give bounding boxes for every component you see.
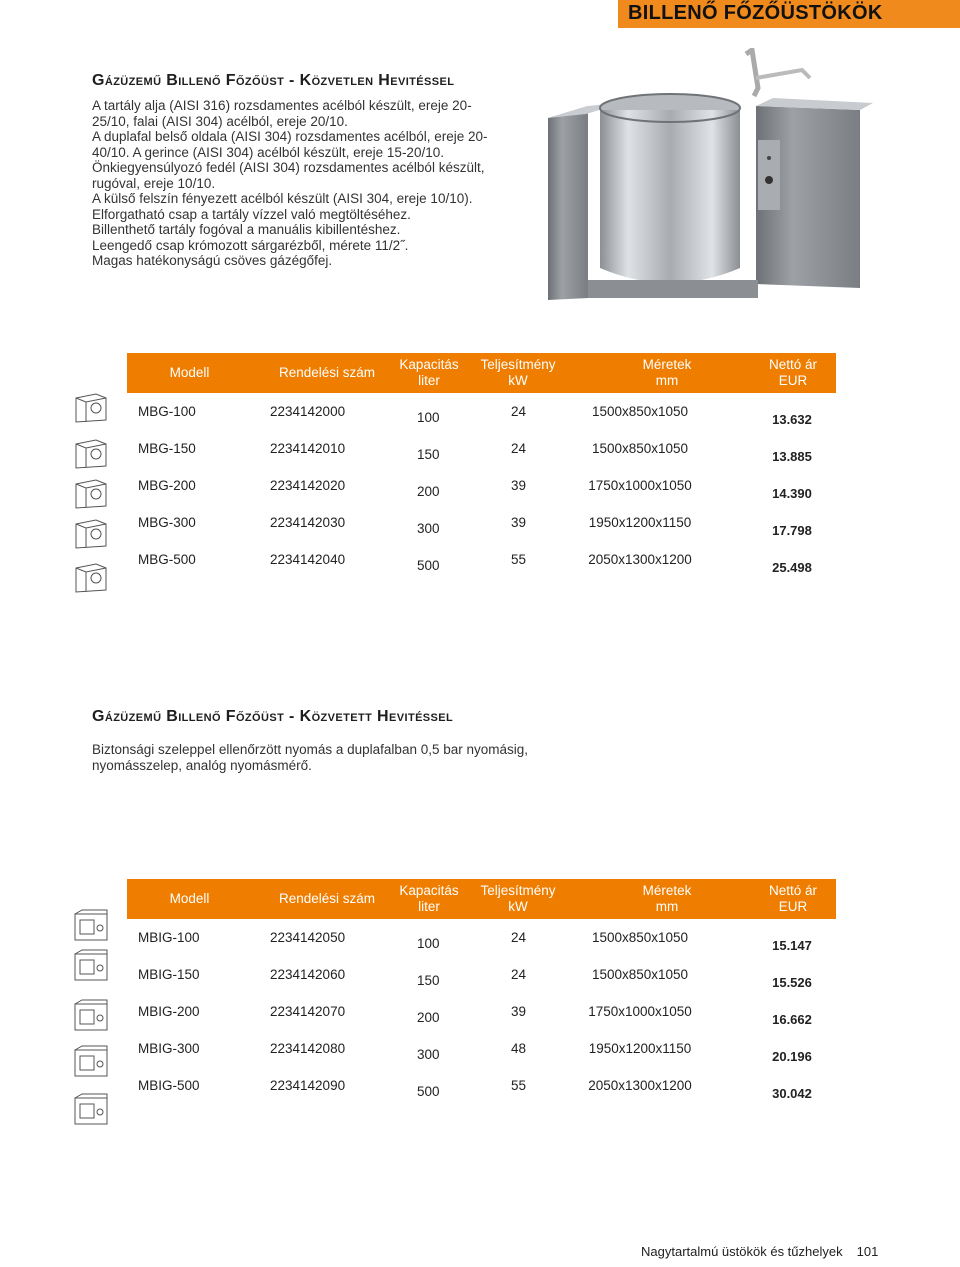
table2-header [127, 879, 836, 919]
cell-capacity: 100 [417, 936, 440, 951]
cell-dimensions: 1500x850x1050 [591, 404, 689, 419]
page-footer [641, 1244, 878, 1259]
col-header-dimensions: Méretek mm [642, 883, 692, 914]
section2-description [92, 742, 612, 773]
cell-order-number: 2234142060 [270, 967, 346, 982]
cell-price: 16.662 [772, 1012, 812, 1027]
cell-power: 48 [511, 1041, 527, 1056]
col-header-capacity: Kapacitás liter [399, 883, 459, 914]
kettle-sketch-icon [72, 998, 110, 1032]
col-header-power: Teljesítmény kW [480, 883, 556, 914]
table-row [127, 478, 836, 514]
cell-power: 55 [511, 1078, 527, 1093]
description-line: Biztonsági szeleppel ellenőrzött nyomás a duplafalban 0,5 bar nyomásig, [92, 742, 529, 757]
description-line: Magas hatékonyságú csöves gázégőfej. [92, 253, 333, 268]
kettle-sketch-icon [72, 948, 110, 982]
table-row [127, 930, 836, 966]
cell-order-number: 2234142000 [270, 404, 346, 419]
kettle-sketch-icon [72, 908, 110, 942]
cell-capacity: 500 [417, 1084, 440, 1099]
cell-capacity: 100 [417, 410, 440, 425]
cell-order-number: 2234142070 [270, 1004, 346, 1019]
description-line: Önkiegyensúlyozó fedél (AISI 304) rozsdamentes acélból készült, [92, 160, 485, 175]
cell-order-number: 2234142050 [270, 930, 346, 945]
page-number: 101 [856, 1244, 879, 1259]
section2-title: Gázüzemű Billenő Főzőüst - Közvetett Hevitéssel [92, 708, 454, 725]
cell-power: 55 [511, 552, 527, 567]
col-header-order-number: Rendelési szám [278, 365, 376, 380]
table-row [127, 441, 836, 477]
cell-price: 13.632 [772, 412, 812, 427]
cell-capacity: 300 [417, 1047, 440, 1062]
cell-order-number: 2234142020 [270, 478, 346, 493]
cell-price: 15.526 [772, 975, 812, 990]
col-header-order-number: Rendelési szám [278, 891, 376, 906]
cell-capacity: 150 [417, 447, 440, 462]
section1-title: Gázüzemű Billenő Főzőüst - Közvetlen Hevitéssel [92, 72, 455, 89]
cell-power: 24 [511, 967, 527, 982]
cell-order-number: 2234142030 [270, 515, 346, 530]
kettle-sketch-icon [72, 436, 110, 470]
description-line: Billenthető tartály fogóval a manuális kibillentéshez. [92, 222, 401, 237]
table-row [127, 1041, 836, 1077]
cell-model: MBIG-500 [138, 1078, 200, 1093]
cell-power: 24 [511, 404, 527, 419]
col-header-price: Nettó ár EUR [768, 357, 818, 388]
col-header-model: Modell [169, 365, 210, 380]
cell-price: 14.390 [772, 486, 812, 501]
cell-price: 17.798 [772, 523, 812, 538]
col-header-dimensions: Méretek mm [642, 357, 692, 388]
cell-model: MBG-100 [138, 404, 196, 419]
cell-model: MBG-200 [138, 478, 196, 493]
cell-model: MBG-150 [138, 441, 196, 456]
cell-dimensions: 1750x1000x1050 [588, 478, 692, 493]
cell-capacity: 300 [417, 521, 440, 536]
cell-power: 39 [511, 1004, 527, 1019]
cell-dimensions: 1750x1000x1050 [588, 1004, 692, 1019]
cell-capacity: 500 [417, 558, 440, 573]
header-bar [618, 0, 960, 28]
description-line: 40/10. A gerince (AISI 304) acélból készült, ereje 15-20/10. [92, 144, 444, 160]
cell-model: MBG-500 [138, 552, 196, 567]
kettle-sketch-icon [72, 1092, 110, 1126]
cell-dimensions: 1950x1200x1150 [588, 1041, 692, 1056]
cell-price: 30.042 [772, 1086, 812, 1101]
col-header-price: Nettó ár EUR [768, 883, 818, 914]
cell-price: 20.196 [772, 1049, 812, 1064]
cell-price: 25.498 [772, 560, 812, 575]
col-header-model: Modell [169, 891, 210, 906]
cell-price: 15.147 [772, 938, 812, 953]
description-line: A külső felszín fényezett acélból készült (AISI 304, ereje 10/10). [92, 191, 473, 206]
cell-order-number: 2234142010 [270, 441, 346, 456]
cell-dimensions: 1500x850x1050 [591, 930, 689, 945]
table-row [127, 1078, 836, 1114]
description-line: A duplafal belső oldala (AISI 304) rozsdamentes acélból, ereje 20- [92, 129, 488, 144]
description-line: rugóval, ereje 10/10. [92, 175, 216, 191]
description-line: nyomásszelep, analóg nyomásmérő. [92, 757, 312, 773]
cell-model: MBIG-300 [138, 1041, 200, 1056]
description-line: Leengedő csap krómozott sárgarézből, mérete 11/2˝. [92, 237, 409, 253]
description-line: 25/10, falai (AISI 304) acélból, ereje 20/10. [92, 113, 348, 129]
page-header-title: BILLENŐ FŐZŐÜSTÖKÖK [628, 2, 883, 24]
kettle-sketch-icon [72, 560, 110, 594]
cell-model: MBIG-200 [138, 1004, 200, 1019]
cell-model: MBG-300 [138, 515, 196, 530]
cell-power: 39 [511, 515, 527, 530]
cell-order-number: 2234142080 [270, 1041, 346, 1056]
table-row [127, 967, 836, 1003]
cell-dimensions: 1950x1200x1150 [588, 515, 692, 530]
cell-dimensions: 1500x850x1050 [591, 441, 689, 456]
description-line: A tartály alja (AISI 316) rozsdamentes acélból készült, ereje 20- [92, 98, 472, 113]
kettle-sketch-icon [72, 390, 110, 424]
cell-power: 24 [511, 930, 527, 945]
col-header-power: Teljesítmény kW [480, 357, 556, 388]
cell-capacity: 150 [417, 973, 440, 988]
cell-capacity: 200 [417, 1010, 440, 1025]
cell-order-number: 2234142090 [270, 1078, 346, 1093]
footer-text: Nagytartalmú üstökök és tűzhelyek [641, 1244, 843, 1259]
tilting-kettle-photo [548, 48, 873, 300]
table-row [127, 404, 836, 440]
cell-order-number: 2234142040 [270, 552, 346, 567]
section1-description [92, 98, 532, 269]
cell-dimensions: 2050x1300x1200 [588, 1078, 692, 1093]
cell-model: MBIG-150 [138, 967, 200, 982]
table-row [127, 515, 836, 551]
table-row [127, 1004, 836, 1040]
cell-dimensions: 1500x850x1050 [591, 967, 689, 982]
cell-capacity: 200 [417, 484, 440, 499]
kettle-sketch-icon [72, 476, 110, 510]
cell-model: MBIG-100 [138, 930, 200, 945]
cell-price: 13.885 [772, 449, 812, 464]
description-line: Elforgatható csap a tartály vízzel való megtöltéséhez. [92, 206, 411, 222]
col-header-capacity: Kapacitás liter [399, 357, 459, 388]
cell-dimensions: 2050x1300x1200 [588, 552, 692, 567]
kettle-sketch-icon [72, 516, 110, 550]
cell-power: 24 [511, 441, 527, 456]
table1-header [127, 353, 836, 393]
table-row [127, 552, 836, 588]
kettle-sketch-icon [72, 1044, 110, 1078]
cell-power: 39 [511, 478, 527, 493]
